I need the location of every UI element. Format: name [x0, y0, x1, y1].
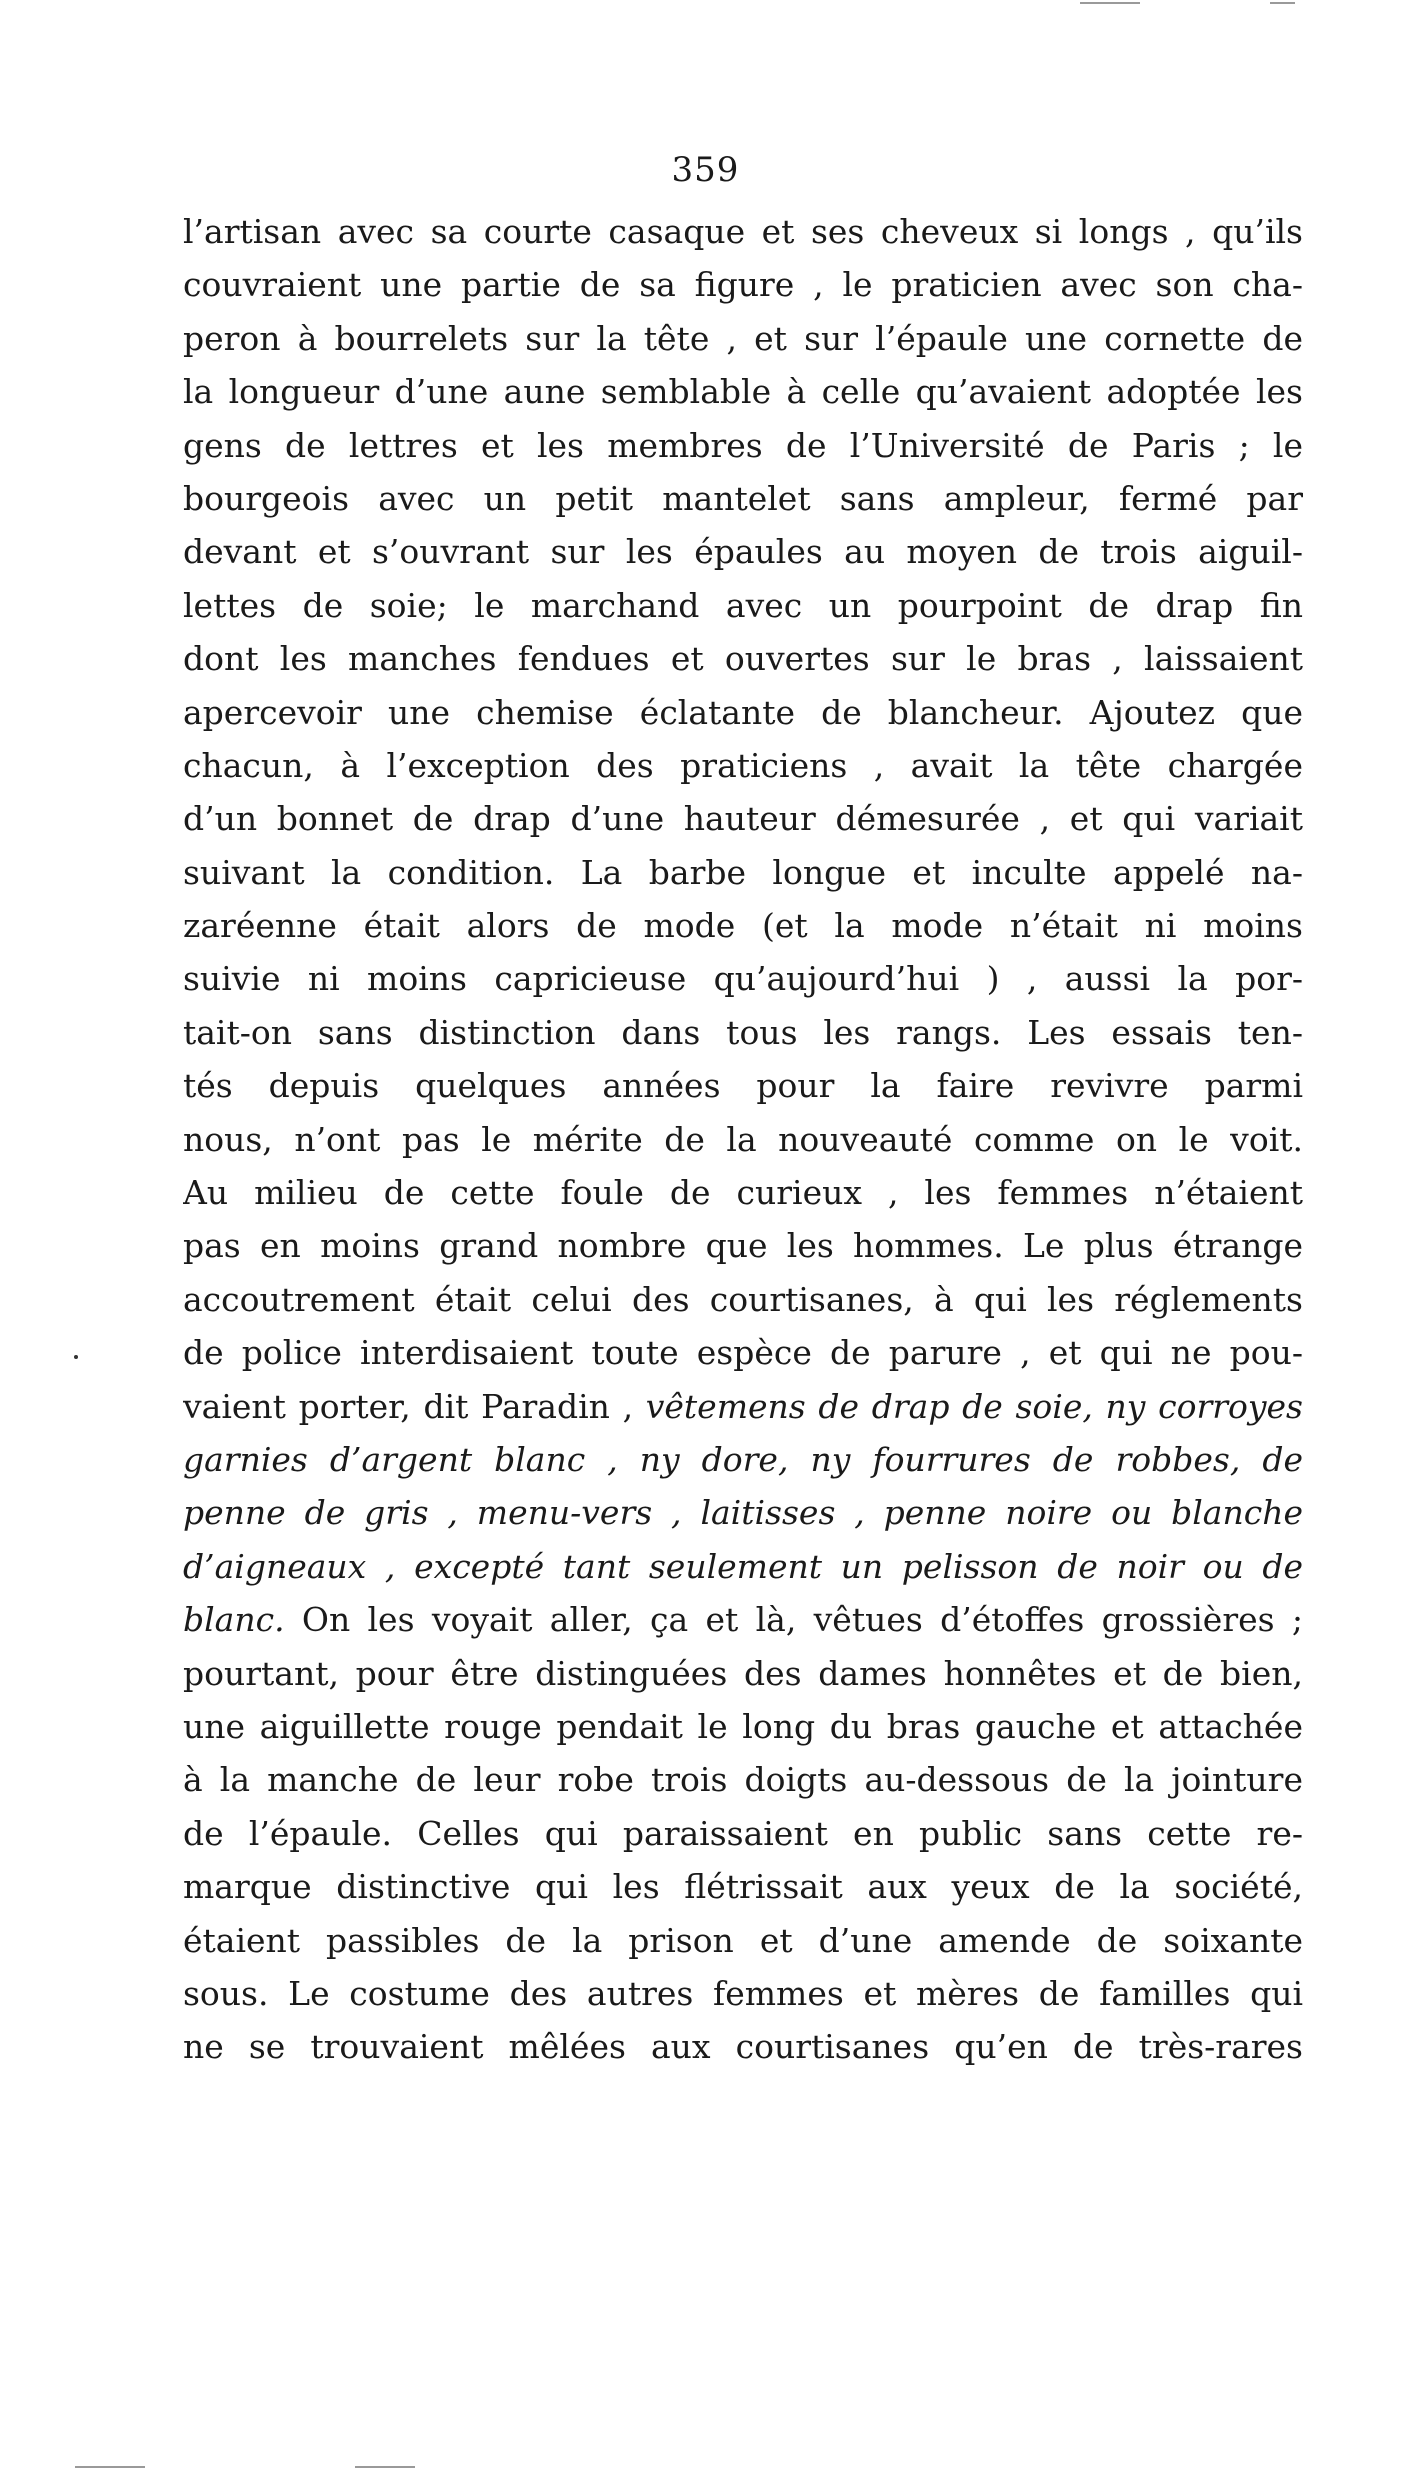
text-segment: suivant la condition. La barbe longue et inculte appelé na- [183, 852, 1303, 892]
text-line [183, 525, 1303, 578]
text-line [183, 1593, 1303, 1646]
text-line [183, 579, 1303, 632]
text-line [183, 952, 1303, 1005]
text-line [183, 1380, 1303, 1433]
text-segment: zaréenne était alors de mode (et la mode n’était ni moins [183, 906, 1303, 946]
text-line [183, 365, 1303, 418]
text-segment: la longueur d’une aune semblable à celle qu’avaient adoptée les [183, 372, 1303, 412]
text-segment: l’artisan avec sa courte casaque et ses cheveux si longs , qu’ils [183, 212, 1303, 251]
text-segment: de l’épaule. Celles qui paraissaient en public sans cette re- [183, 1813, 1303, 1853]
text-segment: nous, n’ont pas le mérite de la nouveauté comme on le voit. [183, 1119, 1303, 1159]
text-line [183, 1113, 1303, 1166]
text-line [183, 1807, 1303, 1860]
text-line [183, 1647, 1303, 1700]
scan-edge-mark-bottom-mid [355, 2466, 415, 2468]
text-segment: apercevoir une chemise éclatante de blancheur. Ajoutez que [183, 692, 1303, 732]
text-segment: peron à bourrelets sur la tête , et sur l’épaule une cornette de [183, 318, 1303, 358]
italic-quotation: garnies d’argent blanc , ny dore, ny fourrures de robbes, de [183, 1439, 1303, 1479]
margin-speck [74, 1355, 78, 1359]
text-line [183, 1753, 1303, 1806]
text-segment: marque distinctive qui les flétrissait aux yeux de la société, [183, 1867, 1303, 1907]
text-segment: pourtant, pour être distinguées des dames honnêtes et de bien, [183, 1653, 1303, 1693]
text-segment: gens de lettres et les membres de l’Université de Paris ; le [183, 425, 1303, 465]
text-line [183, 258, 1303, 311]
text-line [183, 312, 1303, 365]
text-segment: chacun, à l’exception des praticiens , avait la tête chargée [183, 745, 1303, 785]
text-segment: de police interdisaient toute espèce de parure , et qui ne pou- [183, 1333, 1303, 1373]
text-line [183, 1540, 1303, 1593]
text-segment: ne se trouvaient mêlées aux courtisanes qu’en de très-rares [183, 2027, 1303, 2067]
text-line [183, 1166, 1303, 1219]
text-segment: couvraient une partie de sa figure , le praticien avec son cha- [183, 265, 1303, 305]
text-line [183, 1059, 1303, 1112]
text-line [183, 632, 1303, 685]
text-line [183, 1273, 1303, 1326]
text-line [183, 1860, 1303, 1913]
text-line [183, 1486, 1303, 1539]
text-line [183, 1700, 1303, 1753]
text-segment: devant et s’ouvrant sur les épaules au moyen de trois aiguil- [183, 532, 1303, 572]
text-segment: Au milieu de cette foule de curieux , les femmes n’étaient [183, 1173, 1303, 1213]
italic-quotation: d’aigneaux , excepté tant seulement un pelisson de noir ou de [183, 1546, 1303, 1586]
italic-quotation: vêtemens de drap de soie, ny corroyes [645, 1386, 1303, 1426]
text-segment: d’un bonnet de drap d’une hauteur démesurée , et qui variait [183, 799, 1303, 839]
scan-edge-mark-top-right [1270, 2, 1295, 4]
text-segment: suivie ni moins capricieuse qu’aujourd’hui ) , aussi la por- [183, 959, 1303, 999]
text-line [183, 899, 1303, 952]
text-segment: tait-on sans distinction dans tous les rangs. Les essais ten- [183, 1012, 1303, 1052]
text-line [183, 846, 1303, 899]
text-line [183, 472, 1303, 525]
text-segment: sous. Le costume des autres femmes et mères de familles qui [183, 1973, 1303, 2013]
text-line [183, 792, 1303, 845]
text-line [183, 1219, 1303, 1272]
italic-quotation: penne de gris , menu-vers , laitisses , penne noire ou blanche [183, 1493, 1303, 1533]
text-line [183, 205, 1303, 258]
text-segment: à la manche de leur robe trois doigts au-dessous de la jointure [183, 1760, 1303, 1800]
text-line [183, 1006, 1303, 1059]
text-segment: On les voyait aller, ça et là, vêtues d’étoffes grossières ; [284, 1600, 1303, 1640]
text-segment: tés depuis quelques années pour la faire revivre parmi [183, 1066, 1303, 1106]
text-segment: lettes de soie; le marchand avec un pourpoint de drap fin [183, 585, 1303, 625]
text-line [183, 1967, 1303, 2020]
text-line [183, 739, 1303, 792]
text-segment: dont les manches fendues et ouvertes sur le bras , laissaient [183, 639, 1303, 679]
text-line [183, 1326, 1303, 1379]
text-segment: une aiguillette rouge pendait le long du bras gauche et attachée [183, 1706, 1303, 1746]
scan-edge-mark-top [1080, 2, 1140, 4]
text-segment: vaient porter, dit Paradin , [183, 1386, 646, 1426]
text-line [183, 1914, 1303, 1967]
text-segment: pas en moins grand nombre que les hommes. Le plus étrange [183, 1226, 1303, 1266]
text-line [183, 2020, 1303, 2073]
page-number: 359 [671, 150, 740, 190]
text-line [183, 419, 1303, 472]
text-line [183, 686, 1303, 739]
text-line [183, 1433, 1303, 1486]
body-text [183, 205, 1303, 2074]
italic-quotation: blanc. [183, 1600, 285, 1640]
text-segment: bourgeois avec un petit mantelet sans ampleur, fermé par [183, 478, 1303, 518]
scan-edge-mark-bottom [75, 2466, 145, 2468]
text-segment: étaient passibles de la prison et d’une amende de soixante [183, 1920, 1303, 1960]
text-segment: accoutrement était celui des courtisanes, à qui les réglements [183, 1279, 1303, 1319]
